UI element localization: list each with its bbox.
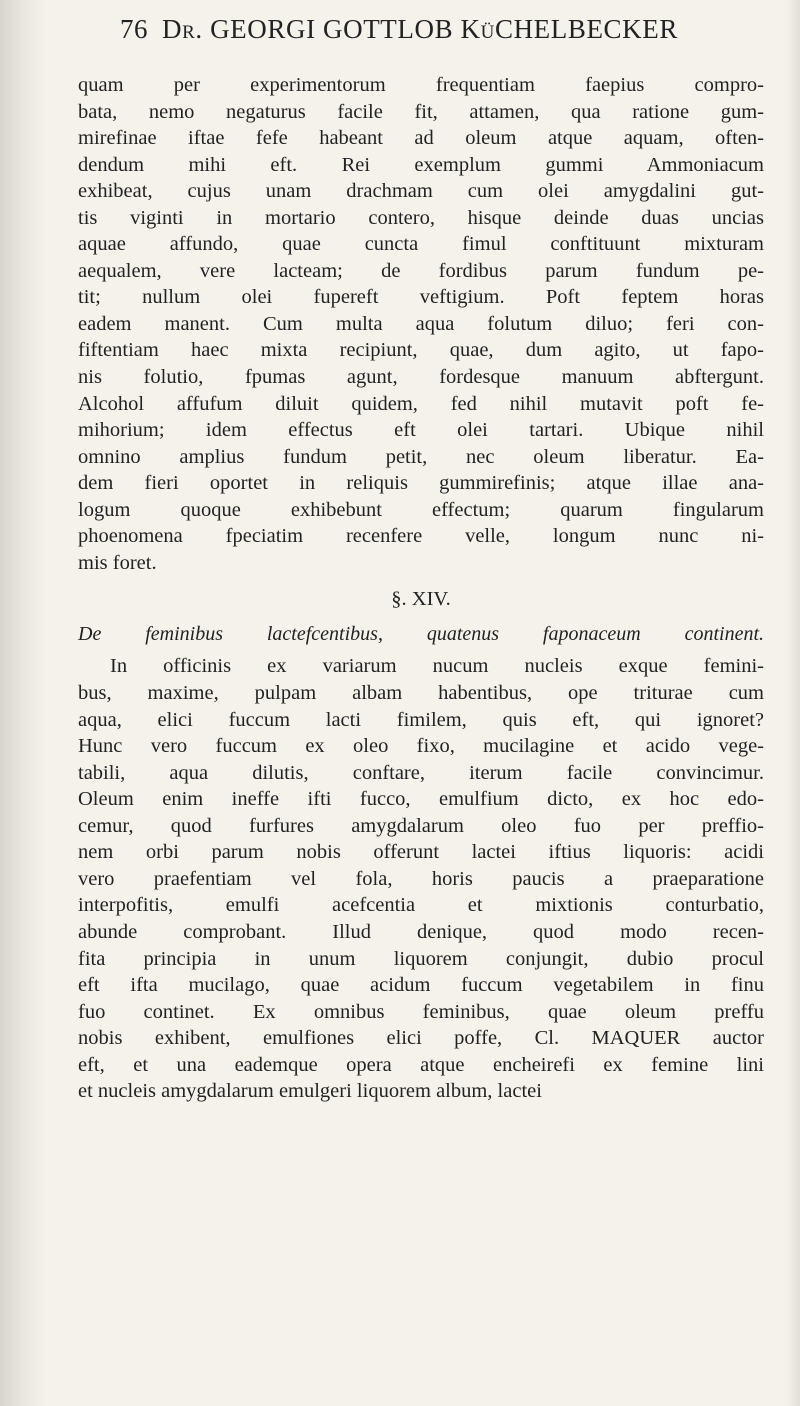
text-line: dendum mihi eft. Rei exemplum gummi Ammoniacum [78,153,764,176]
text-line: nis folutio, fpumas agunt, fordesque manuum abftergunt. [78,366,764,389]
text-line: interpofitis, emulfi acefcentia et mixtionis conturbatio, [78,894,764,917]
page-number: 76 [120,14,148,44]
text-line: Hunc vero fuccum ex oleo fixo, mucilagine et acido vege- [78,735,764,758]
section-number: §. XIV. [391,588,451,611]
text-line: logum quoque exhibebunt effectum; quarum fingularum [78,498,764,521]
text-line: mis foret. [78,551,157,574]
text-line: eft, et una eademque opera atque encheirefi ex femine lini [78,1053,764,1076]
text-line: In officinis ex variarum nucum nucleis exque femini- [110,655,764,678]
text-line: omnino amplius fundum petit, nec oleum liberatur. Ea- [78,445,764,468]
paragraph-1 [78,72,764,576]
text-line: Alcohol affufum diluit quidem, fed nihil mutavit poft fe- [78,392,764,415]
text-line: bus, maxime, pulpam albam habentibus, ope triturae cum [78,682,764,705]
text-line: tit; nullum olei fupereft veftigium. Poft feptem horas [78,286,764,309]
text-line: abunde comprobant. Illud denique, quod modo recen- [78,920,764,943]
text-line: fuo continet. Ex omnibus feminibus, quae oleum preffu [78,1000,764,1023]
text-line: tis viginti in mortario contero, hisque deinde duas uncias [78,206,764,229]
text-line: mirefinae iftae fefe habeant ad oleum atque aquam, often- [78,127,764,150]
page-gutter-shadow [0,0,46,1406]
text-line: dem fieri oportet in reliquis gummirefinis; atque illae ana- [78,472,764,495]
text-line: nem orbi parum nobis offerunt lactei iftius liquoris: acidi [78,841,764,864]
text-line: et nucleis amygdalarum emulgeri liquorem album, lactei [78,1080,542,1103]
text-line: fita principia in unum liquorem conjungit, dubio procul [78,947,764,970]
running-head: Dr. GEORGI GOTTLOB KüCHELBECKER [162,14,678,44]
text-line: aqua, elici fuccum lacti fimilem, quis eft, qui ignoret? [78,708,764,731]
text-line: vero praefentiam vel fola, horis paucis a praeparatione [78,867,764,890]
section-title: De feminibus lactefcentibus, quatenus faponaceum continent. [78,622,764,645]
text-line: bata, nemo negaturus facile fit, attamen, qua ratione gum- [78,100,764,123]
text-line: exhibeat, cujus unam drachmam cum olei amygdalini gut- [78,180,764,203]
page-edge-shadow [786,0,800,1406]
text-line: mihorium; idem effectus eft olei tartari. Ubique nihil [78,419,764,442]
text-line: nobis exhibent, emulfiones elici poffe, Cl. MAQUER auctor [78,1027,764,1050]
body-text [78,72,764,1105]
text-line: aquae affundo, quae cuncta fimul conftituunt mixturam [78,233,764,256]
text-line: tabili, aqua dilutis, conftare, iterum facile convincimur. [78,761,764,784]
text-line: cemur, quod furfures amygdalarum oleo fuo per preffio- [78,814,764,837]
paragraph-2 [78,653,764,1104]
text-line: fiftentiam haec mixta recipiunt, quae, dum agito, ut fapo- [78,339,764,362]
text-line: Oleum enim ineffe ifti fucco, emulfium dicto, ex hoc edo- [78,788,764,811]
text-line: phoenomena fpeciatim recenfere velle, longum nunc ni- [78,525,764,548]
text-line: eadem manent. Cum multa aqua folutum diluo; feri con- [78,312,764,335]
text-line: quam per experimentorum frequentiam faepius compro- [78,74,764,96]
text-line: aequalem, vere lacteam; de fordibus parum fundum pe- [78,259,764,282]
text-line: eft ifta mucilago, quae acidum fuccum vegetabilem in finu [78,974,764,997]
page-header [120,14,760,48]
